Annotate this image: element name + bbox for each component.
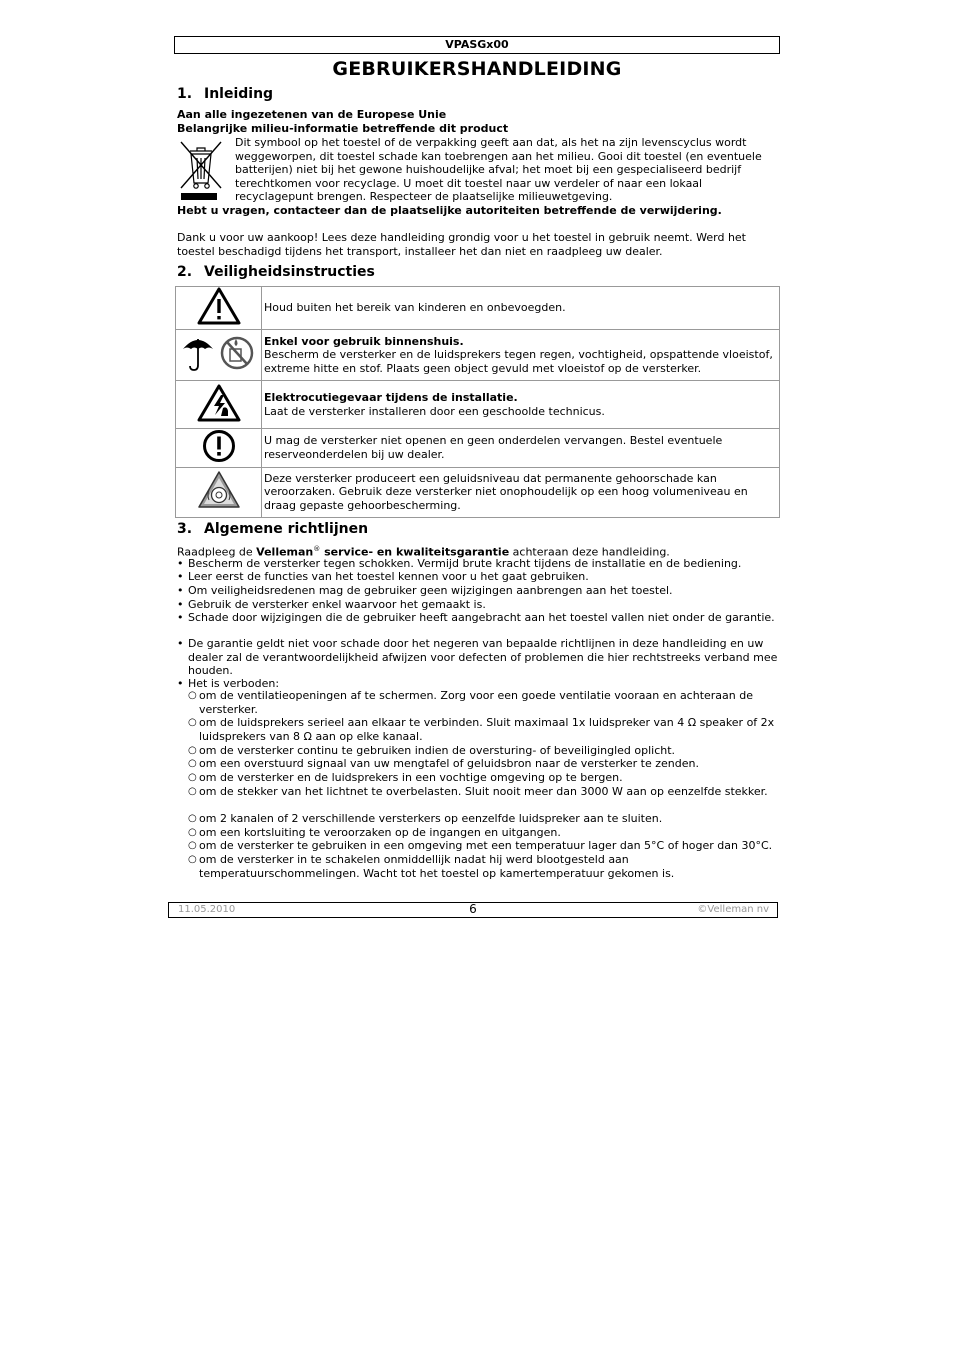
sub-bullet-text: om 2 kanalen of 2 verschillende versterkers op eenzelfde luidspreker aan te sluiten. [199, 812, 663, 825]
disposal-contact-line: Hebt u vragen, contacteer dan de plaatselijke autoriteiten betreffende de verwijdering. [177, 204, 722, 217]
page-footer [168, 902, 778, 918]
sub-bullet-text: om de versterker en de luidsprekers in een vochtige omgeving op te bergen. [199, 771, 623, 784]
hearing-damage-icon [197, 470, 241, 510]
electrocution-hazard-icon [197, 384, 241, 422]
intro-post: achteraan deze handleiding. [509, 545, 670, 559]
safety-icon-cell [176, 429, 262, 468]
safety-row-2-text: Bescherm de versterker en de luidsprekers tegen regen, vochtigheid, opspattende vloeistof, extreme hitte en stof. Plaats geen object gevuld met vloeistof op de versterker. [264, 348, 773, 375]
safety-row-2-bold: Enkel voor gebruik binnenshuis. [264, 334, 464, 348]
section-1-title: Inleiding [204, 86, 274, 102]
intro-pre: Raadpleeg de [177, 545, 257, 559]
bullet-marker: • [177, 570, 184, 583]
sub-bullet-text: om de versterker te gebruiken in een omgeving met een temperatuur lager dan 5°C of hoger dan 30°C. [199, 839, 773, 852]
sub-bullet-text: om de versterker in te schakelen onmiddellijk nadat hij werd blootgesteld aan temperatuurschommelingen. Wacht tot het toestel op kamertemperatuur gekomen is. [199, 853, 675, 880]
intro-guarantee: service- en kwaliteitsgarantie [320, 545, 510, 559]
sub-bullet-marker: ○ [188, 772, 197, 783]
safety-text-cell [262, 287, 780, 330]
bullet-text: Gebruik de versterker enkel waarvoor het gemaakt is. [188, 598, 486, 611]
section-3-title: Algemene richtlijnen [204, 521, 369, 537]
warning-triangle-icon [197, 287, 241, 325]
footer-page-number: 6 [469, 902, 477, 916]
bullet-marker: • [177, 637, 184, 650]
weee-paragraph: Dit symbool op het toestel of de verpakking geeft aan dat, als het na zijn levenscyclus wordt weggeworpen, dit toestel schade kan toebrengen aan het milieu. Gooi dit toestel (en eventuele batterijen) niet bij het gewone huishoudelijke afval; het moet bij een gespecialiseerd bedrijf terechtkomen voor recyclage. U moet dit toestel naar uw verdeler of naar een lokaal recyclagepunt brengen. Respecteer de plaatselijke milieuwetgeving. [235, 136, 762, 204]
bullet-text: De garantie geldt niet voor schade door het negeren van bepaalde richtlijnen in deze handleiding en uw dealer zal de verantwoordelijkheid afwijzen voor defecten of problemen die hier rechtstreeks verband mee houden. [188, 637, 778, 678]
header-model: VPASGx00 [174, 36, 780, 54]
sub-bullet-marker: ○ [188, 813, 197, 824]
sub-bullet-marker: ○ [188, 690, 197, 701]
bullet-text: Om veiligheidsredenen mag de gebruiker geen wijzigingen aanbrengen aan het toestel. [188, 584, 673, 597]
bullet-text: Het is verboden: [188, 677, 280, 690]
sub-bullet-marker: ○ [188, 745, 197, 756]
sub-bullet-marker: ○ [188, 854, 197, 865]
safety-icon-cell [176, 467, 262, 517]
section-3-number: 3. [177, 521, 193, 537]
section-2-title: Veiligheidsinstructies [204, 264, 375, 280]
sub-bullet-text: om een overstuurd signaal van uw mengtafel of geluidsbron naar de versterker te zenden. [199, 757, 699, 770]
bullet-text: Bescherm de versterker tegen schokken. Vermijd brute kracht tijdens de installatie en de bediening. [188, 557, 742, 570]
safety-text-cell [262, 330, 780, 381]
umbrella-no-liquids-icon [181, 333, 257, 373]
safety-text-cell [262, 467, 780, 517]
sub-bullet-text: om de luidsprekers serieel aan elkaar te verbinden. Sluit maximaal 1x luidspreker van 4 Ω speaker of 2x luidsprekers van 8 Ω aan op elke kanaal. [199, 716, 775, 743]
safety-row [176, 287, 780, 330]
section-1-number: 1. [177, 86, 193, 102]
bullet-marker: • [177, 598, 184, 611]
section-2-heading [177, 264, 375, 280]
safety-row [176, 467, 780, 517]
safety-table [175, 286, 780, 518]
intro-registered-mark: ® [313, 545, 321, 553]
sub-bullet-marker: ○ [188, 786, 197, 797]
thanks-line-2: toestel beschadigd tijdens het transport, installeer het dan niet en raadpleeg uw dealer. [177, 245, 663, 258]
safety-text-cell [262, 381, 780, 429]
sub-bullet-marker: ○ [188, 717, 197, 728]
safety-row [176, 330, 780, 381]
bullet-marker: • [177, 584, 184, 597]
section-1-subtitle-env: Belangrijke milieu-informatie betreffende dit product [177, 122, 509, 135]
section-1-subtitle-eu: Aan alle ingezetenen van de Europese Unie [177, 108, 447, 121]
bullet-text: Schade door wijzigingen die de gebruiker heeft aangebracht aan het toestel vallen niet onder de garantie. [188, 611, 775, 624]
safety-icon-cell [176, 381, 262, 429]
safety-row-4-text: U mag de versterker niet openen en geen onderdelen vervangen. Bestel eventuele reserveonderdelen bij uw dealer. [264, 434, 723, 461]
intro-brand: Velleman [256, 545, 314, 559]
sub-bullet-marker: ○ [188, 827, 197, 838]
safety-row-3-bold: Elektrocutiegevaar tijdens de installatie. [264, 390, 518, 404]
section-3-heading [177, 521, 368, 537]
section-2-number: 2. [177, 264, 193, 280]
sub-bullet-text: om de ventilatieopeningen af te schermen. Zorg voor een goede ventilatie vooraan en achteraan de versterker. [199, 689, 754, 716]
thanks-line-1: Dank u voor uw aankoop! Lees deze handleiding grondig voor u het toestel in gebruik neemt. Werd het [177, 231, 746, 244]
sub-bullet-marker: ○ [188, 840, 197, 851]
exclamation-circle-icon [202, 429, 236, 463]
section-1-heading [177, 86, 273, 102]
safety-icon-cell [176, 330, 262, 381]
safety-row-1-text: Houd buiten het bereik van kinderen en onbevoegden. [264, 301, 566, 315]
safety-text-cell [262, 429, 780, 468]
safety-row [176, 429, 780, 468]
footer-date: 11.05.2010 [178, 904, 236, 915]
safety-row-3-text: Laat de versterker installeren door een geschoolde technicus. [264, 404, 605, 418]
safety-icon-cell [176, 287, 262, 330]
sub-bullet-text: om een kortsluiting te veroorzaken op de ingangen en uitgangen. [199, 826, 561, 839]
bullet-marker: • [177, 677, 184, 690]
bullet-marker: • [177, 611, 184, 624]
bullet-text: Leer eerst de functies van het toestel kennen voor u het gaat gebruiken. [188, 570, 589, 583]
safety-row-5-text: Deze versterker produceert een geluidsniveau dat permanente gehoorschade kan veroorzaken. Gebruik deze versterker niet onophoudelijk op een hoog volumeniveau en draag gepaste gehoorbescherming. [264, 471, 748, 512]
footer-copyright: ©Velleman nv [697, 904, 769, 915]
bullet-marker: • [177, 557, 184, 570]
crossed-bin-icon [178, 139, 224, 203]
sub-bullet-marker: ○ [188, 758, 197, 769]
sub-bullet-text: om de versterker continu te gebruiken indien de oversturing- of beveiligingled oplicht. [199, 744, 676, 757]
sub-bullet-text: om de stekker van het lichtnet te overbelasten. Sluit nooit meer dan 3000 W aan op eenzelfde stekker. [199, 785, 768, 798]
page-title: GEBRUIKERSHANDLEIDING [332, 58, 622, 80]
safety-row [176, 381, 780, 429]
